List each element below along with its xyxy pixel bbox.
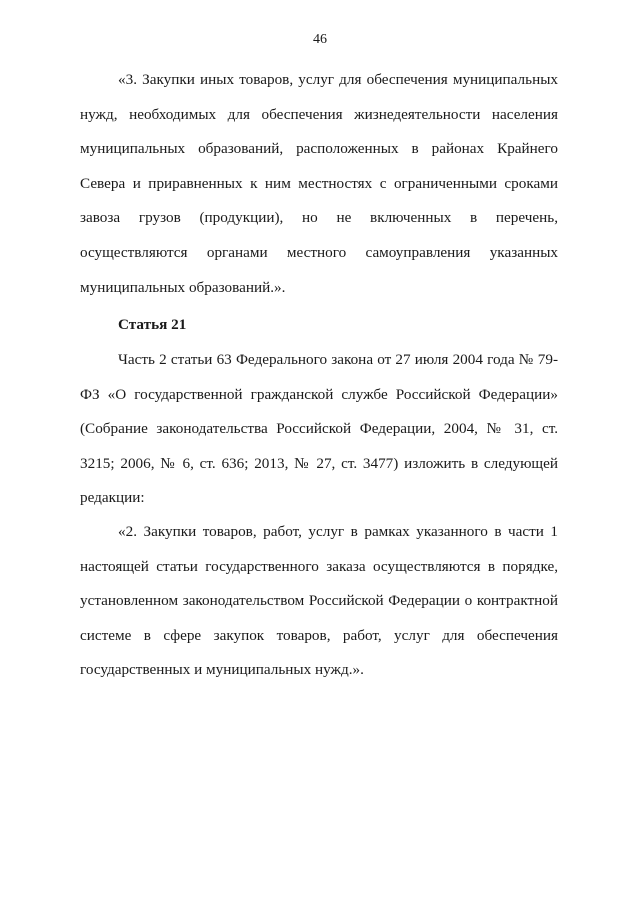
paragraph-procurement-far-north: «3. Закупки иных товаров, услуг для обеспечения муниципальных нужд, необходимых для обеспечения жизнедеятельности населения муниципальных образований, расположенных в районах Крайнего Севера и приравненных к ним местностях с ограниченными сроками завоза грузов (продукции), но не включенных в перечень, осуществляются органами местного самоуправления указанных муниципальных образований.». [80,71,558,296]
page-number: 46 [313,32,327,47]
paragraph-article-21-amendment: Часть 2 статьи 63 Федерального закона от 27 июля 2004 года № 79-ФЗ «О государственной гражданской службе Российской Федерации» (Собрание законодательства Российской Федерации, 2004, № 31, ст. 3215; 2006, № 6, ст. 636; 2013, № 27, ст. 3477) изложить в следующей редакции: [80,351,558,507]
paragraph-new-wording: «2. Закупки товаров, работ, услуг в рамках указанного в части 1 настоящей статьи государственного заказа осуществляются в порядке, установленном законодательством Российской Федерации о контрактной системе в сфере закупок товаров, работ, услуг для обеспечения государственных и муниципальных нужд.». [80,523,558,679]
article-heading: Статья 21 [118,316,187,333]
